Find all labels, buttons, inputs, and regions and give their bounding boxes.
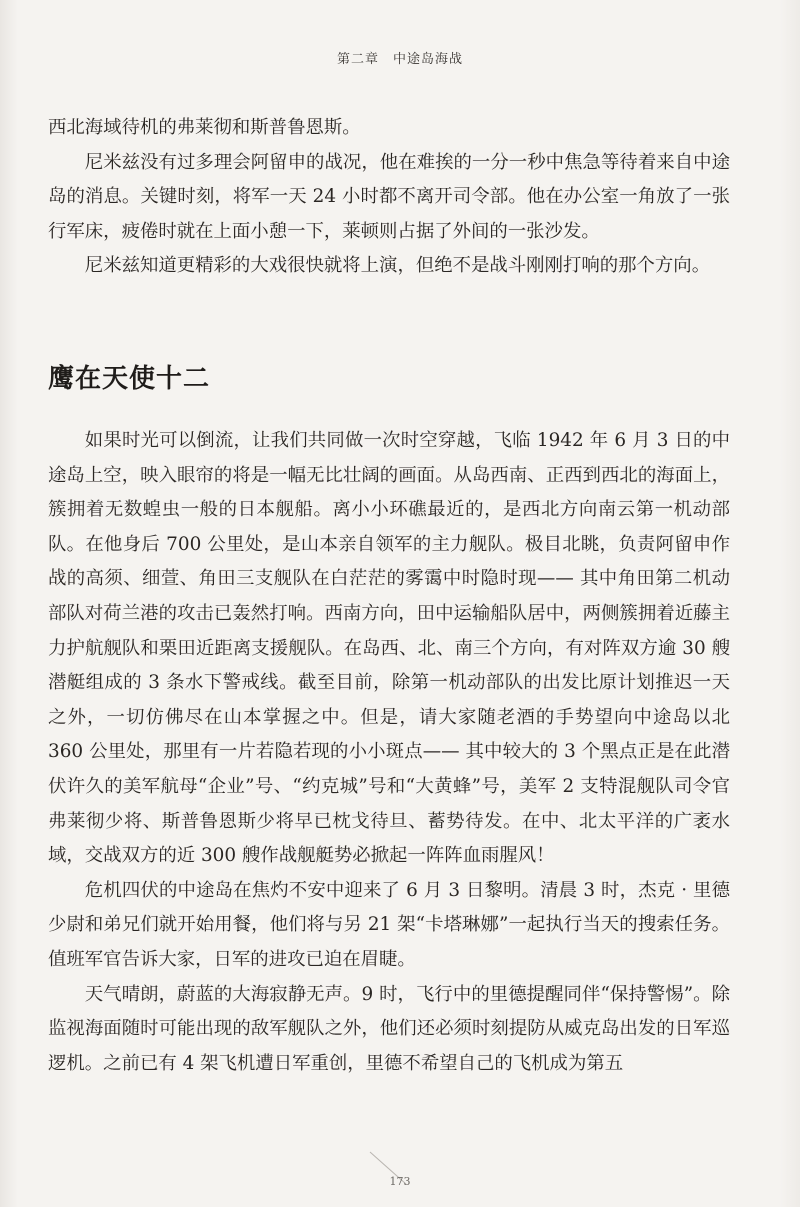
paragraph-nimitz-waiting: 尼米兹没有过多理会阿留申的战况，他在难挨的一分一秒中焦急等待着来自中途岛的消息。关键时刻，将军一天 24 小时都不离开司令部。他在办公室一角放了一张行军床，疲倦时就在上面小憩一下，莱顿则占据了外间的一张沙发。 — [48, 151, 730, 242]
paragraph-continuation: 西北海域待机的弗莱彻和斯普鲁恩斯。 — [48, 117, 361, 138]
paragraph-time-travel: 如果时光可以倒流，让我们共同做一次时空穿越，飞临 1942 年 6 月 3 日的中途岛上空，映入眼帘的将是一幅无比壮阔的画面。从岛西南、正西到西北的海面上，簇拥着无数蝗虫一般的日本舰船。离小小环礁最近的，是西北方向南云第一机动部队。在他身后 700 公里处，是山本亲自领军的主力舰队。极目北眺，负责阿留申作战的高须、细萱、角田三支舰队在白茫茫的雾霭中时隐时现—— 其中角田第二机动部队对荷兰港的攻击已轰然打响。西南方向，田中运输船队居中，两侧簇拥着近藤主力护航舰队和栗田近距离支援舰队。在岛西、北、南三个方向，有对阵双方逾 30 艘潜艇组成的 3 条水下警戒线。截至目前，除第一机动部队的出发比原计划推迟一天之外，一切仿佛尽在山本掌握之中。但是，请大家随老酒的手势望向中途岛以北 360 公里处，那里有一片若隐若现的小小斑点—— 其中较大的 3 个黑点正是在此潜伏许久的美军航母“企业”号、“约克城”号和“大黄蜂”号，美军 2 支特混舰队司令官弗莱彻少将、斯普鲁恩斯少将早已枕戈待旦、蓄势待发。在中、北太平洋的广袤水域，交战双方的近 300 艘作战舰艇势必掀起一阵阵血雨腥风！ — [48, 430, 730, 867]
paragraph-nimitz-knows: 尼米兹知道更精彩的大戏很快就将上演，但绝不是战斗刚刚打响的那个方向。 — [84, 255, 711, 277]
paragraph-dawn-june-3: 危机四伏的中途岛在焦灼不安中迎来了 6 月 3 日黎明。清晨 3 时，杰克 · 里德少尉和弟兄们就开始用餐，他们将与另 21 架“卡塔琳娜”一起执行当天的搜索任务。值班军官告诉大家，日军的进攻已迫在眉睫。 — [48, 879, 730, 970]
page-number: 173 — [389, 1175, 411, 1188]
paragraph-clear-weather: 天气晴朗，蔚蓝的大海寂静无声。9 时，飞行中的里德提醒同伴“保持警惕”。除监视海面随时可能出现的敌军舰队之外，他们还必须时刻提防从威克岛出发的日军巡逻机。之前已有 4 架飞机遭日军重创，里德不希望自己的飞机成为第五 — [48, 983, 730, 1074]
main-text-block — [48, 424, 730, 1081]
running-head: 第二章 中途岛海战 — [336, 52, 463, 67]
section-title: 鹰在天使十二 — [48, 364, 211, 394]
top-text-block — [48, 111, 730, 284]
